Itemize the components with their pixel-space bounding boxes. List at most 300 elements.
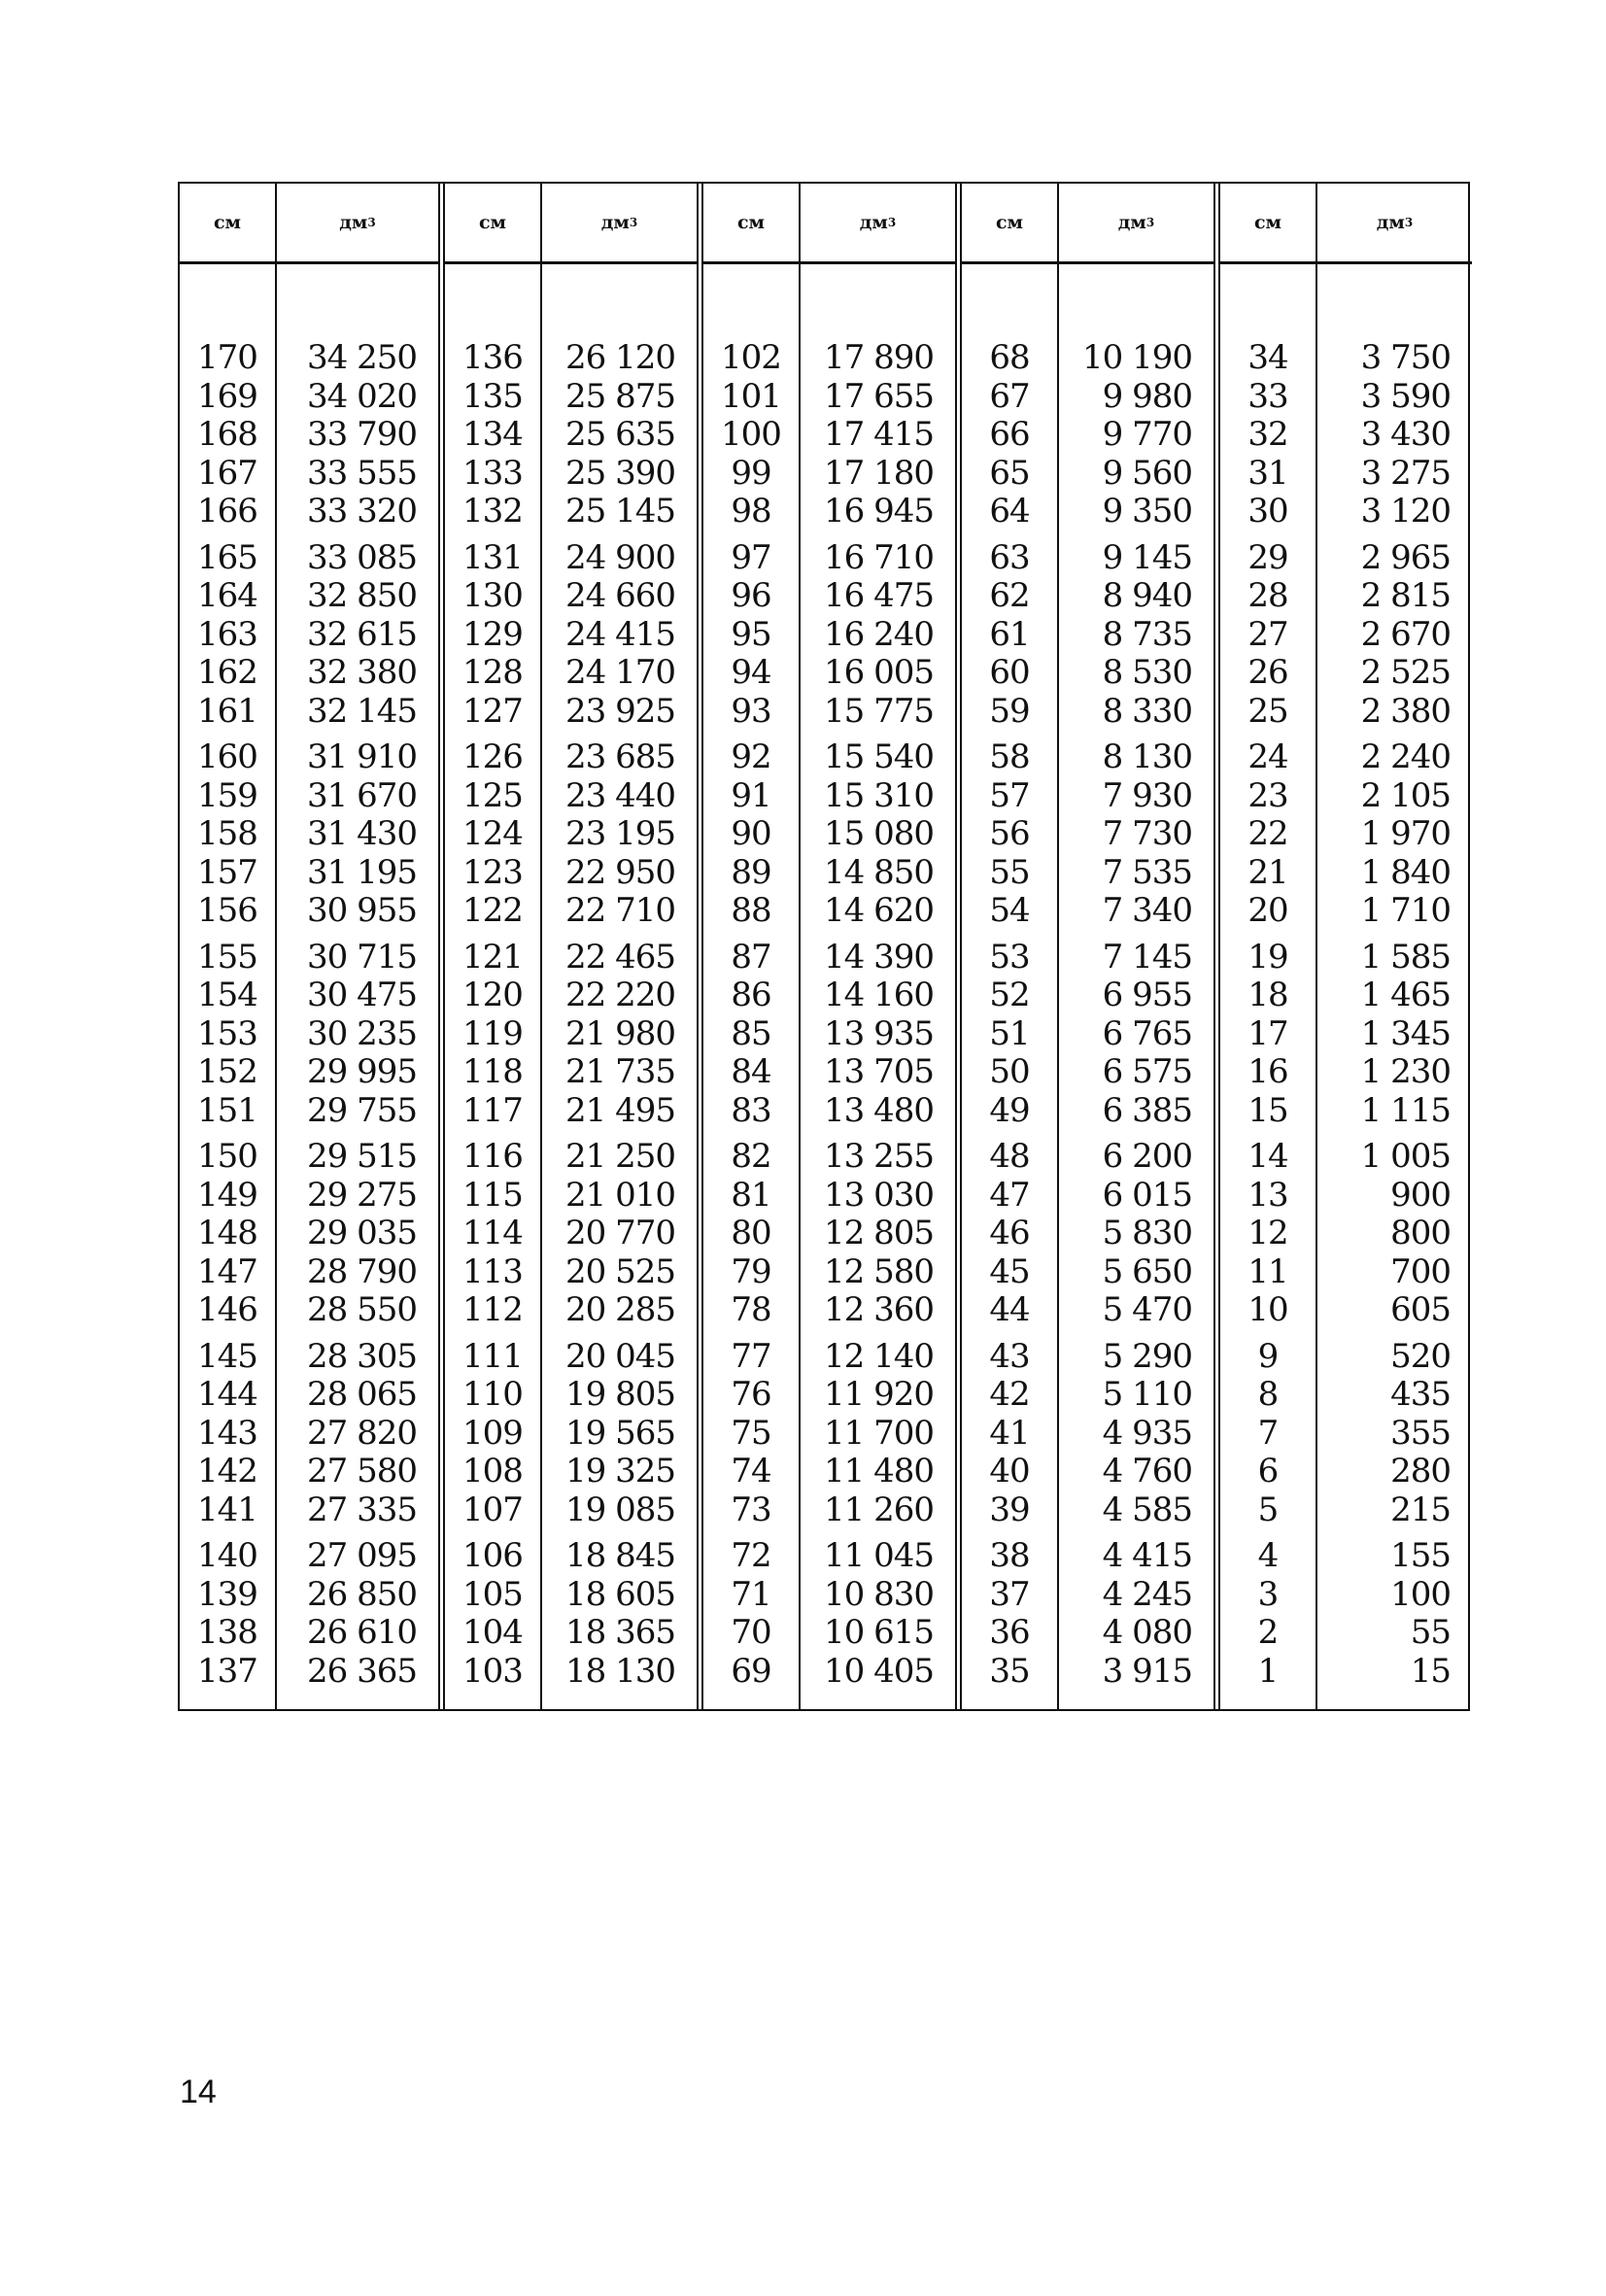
cm-cell: 51 [989, 1013, 1030, 1053]
cm-cell: 84 [731, 1052, 771, 1091]
cm-cell: 152 [197, 1052, 257, 1091]
dm-cell: 23 685 [565, 737, 675, 776]
dm-cell: 22 465 [565, 937, 675, 977]
dm-cell: 6 575 [1102, 1052, 1192, 1091]
dm-cell: 13 480 [824, 1090, 934, 1130]
dm-cell: 16 710 [824, 537, 934, 577]
cm-column-header [703, 184, 799, 264]
row-block [801, 738, 955, 931]
cm-cell: 93 [731, 691, 771, 731]
row-block [277, 738, 438, 931]
cm-cell: 92 [731, 737, 771, 776]
cm-cell: 54 [989, 891, 1030, 930]
cm-cell: 68 [989, 338, 1030, 377]
cm-cell: 144 [197, 1375, 257, 1414]
dm-cell: 1 005 [1360, 1137, 1451, 1176]
cm-cell: 129 [462, 614, 523, 654]
dm-cell: 9 980 [1102, 376, 1192, 416]
cm-cell: 115 [462, 1175, 523, 1215]
table-group-3 [697, 184, 962, 1709]
cm-cell: 153 [197, 1013, 257, 1053]
cm-cell: 38 [989, 1536, 1030, 1575]
dm-cell: 26 850 [307, 1574, 417, 1614]
cm-cell: 18 [1247, 976, 1288, 1014]
cm-cell: 102 [721, 338, 781, 377]
dm-cell: 24 415 [565, 614, 675, 654]
dm-cell: 22 950 [565, 852, 675, 892]
dm-cell: 10 190 [1082, 338, 1192, 377]
cm-cell: 99 [731, 453, 771, 493]
dm-cell: 28 065 [307, 1375, 417, 1414]
cm-cell: 120 [462, 976, 523, 1014]
row-block [542, 539, 697, 732]
cm-cell: 131 [462, 537, 523, 577]
row-block [1220, 939, 1316, 1131]
cm-cell: 140 [197, 1536, 257, 1575]
dm-cell: 9 770 [1102, 415, 1192, 454]
dm-cell: 8 330 [1102, 691, 1192, 731]
header-label: дм [1117, 212, 1146, 233]
cm-cell: 20 [1247, 891, 1288, 930]
row-block [703, 1537, 799, 1691]
row-block [542, 339, 697, 531]
cm-cell: 29 [1247, 537, 1288, 577]
dm-cell: 280 [1390, 1452, 1451, 1491]
cm-cell: 114 [462, 1214, 523, 1252]
cm-cell: 96 [731, 576, 771, 615]
dm-cell: 20 770 [565, 1214, 675, 1252]
row-block [1317, 1138, 1472, 1330]
cm-cell: 141 [197, 1490, 257, 1529]
dm-cell: 7 930 [1102, 775, 1192, 815]
cm-cell: 169 [197, 376, 257, 416]
row-block [277, 1138, 438, 1330]
dm-cell: 3 275 [1360, 453, 1451, 493]
cm-cell: 39 [989, 1490, 1030, 1529]
header-label: дм [600, 212, 630, 233]
row-block [1317, 539, 1472, 732]
dm-cell: 13 705 [824, 1052, 934, 1091]
cm-cell: 83 [731, 1090, 771, 1130]
dm-cell: 15 775 [824, 691, 934, 731]
row-block [542, 1537, 697, 1691]
dm-cell: 24 900 [565, 537, 675, 577]
row-block [180, 539, 275, 732]
dm-cell: 14 390 [824, 937, 934, 977]
row-block [180, 1138, 275, 1330]
cm-cell: 108 [462, 1452, 523, 1491]
dm-cell: 24 660 [565, 576, 675, 615]
dm-cell: 520 [1390, 1336, 1451, 1376]
row-block [962, 738, 1057, 931]
dm-cell: 13 030 [824, 1175, 934, 1215]
cm-cell: 147 [197, 1251, 257, 1291]
dm-cell: 27 580 [307, 1452, 417, 1491]
cm-cell: 82 [731, 1137, 771, 1176]
dm-cell: 11 045 [824, 1536, 934, 1575]
header-exponent: 3 [1404, 216, 1414, 229]
cm-cell: 155 [197, 937, 257, 977]
cm-cell: 101 [721, 376, 781, 416]
dm-cell: 27 820 [307, 1413, 417, 1453]
dm-cell: 19 085 [565, 1490, 675, 1529]
row-block [1220, 1537, 1316, 1691]
cm-cell: 72 [731, 1536, 771, 1575]
dm-cell: 1 585 [1360, 937, 1451, 977]
dm-cell: 25 635 [565, 415, 675, 454]
cm-cell: 67 [989, 376, 1030, 416]
cm-cell: 100 [721, 415, 781, 454]
dm-cell: 12 580 [824, 1251, 934, 1291]
dm-cell: 15 080 [824, 814, 934, 853]
cm-cell: 122 [462, 891, 523, 930]
dm-cell: 215 [1390, 1490, 1451, 1529]
dm-cell: 11 700 [824, 1413, 934, 1453]
cm-cell: 88 [731, 891, 771, 930]
dm-cell: 15 [1410, 1651, 1451, 1691]
dm-cell: 4 585 [1102, 1490, 1192, 1529]
dm-cell: 21 735 [565, 1052, 675, 1091]
row-block [703, 939, 799, 1131]
cm-cell: 116 [462, 1137, 523, 1176]
dm-cell: 13 255 [824, 1137, 934, 1176]
dm-cell: 2 240 [1360, 737, 1451, 776]
row-block [801, 339, 955, 531]
dm-cell: 1 115 [1360, 1090, 1451, 1130]
cm-cell: 59 [989, 691, 1030, 731]
row-block [542, 1138, 697, 1330]
dm-cell: 3 750 [1360, 338, 1451, 377]
dm-cell: 8 530 [1102, 653, 1192, 692]
cm-cell: 37 [989, 1574, 1030, 1614]
cm-cell: 44 [989, 1290, 1030, 1329]
dm-cell: 18 845 [565, 1536, 675, 1575]
dm-cell: 33 085 [307, 537, 417, 577]
row-block [1220, 539, 1316, 732]
cm-cell: 26 [1247, 653, 1288, 692]
cm-cell: 81 [731, 1175, 771, 1215]
cm-cell: 24 [1247, 737, 1288, 776]
cm-cell: 75 [731, 1413, 771, 1453]
cm-cell: 132 [462, 492, 523, 531]
dm-cell: 1 345 [1360, 1013, 1451, 1053]
dm-cell: 32 145 [307, 691, 417, 731]
cm-cell: 2 [1257, 1613, 1279, 1652]
dm-cell: 30 235 [307, 1013, 417, 1053]
dm-cell: 900 [1390, 1175, 1451, 1215]
dm-cell: 14 850 [824, 852, 934, 892]
row-block [1220, 1138, 1316, 1330]
cm-cell: 138 [197, 1613, 257, 1652]
dm-cell: 28 305 [307, 1336, 417, 1376]
dm-cell: 12 360 [824, 1290, 934, 1329]
dm-cell: 5 110 [1102, 1375, 1192, 1414]
dm-cell: 21 250 [565, 1137, 675, 1176]
dm-cell: 5 650 [1102, 1251, 1192, 1291]
row-block [277, 1338, 438, 1530]
dm-cell: 800 [1390, 1214, 1451, 1252]
cm-cell: 98 [731, 492, 771, 531]
cm-cell: 42 [989, 1375, 1030, 1414]
cm-cell: 60 [989, 653, 1030, 692]
dm-cell: 33 790 [307, 415, 417, 454]
row-block [542, 939, 697, 1131]
cm-cell: 31 [1247, 453, 1288, 493]
dm-cell: 4 760 [1102, 1452, 1192, 1491]
cm-cell: 133 [462, 453, 523, 493]
cm-cell: 32 [1247, 415, 1288, 454]
cm-cell: 27 [1247, 614, 1288, 654]
row-block [277, 339, 438, 531]
cm-cell: 4 [1257, 1536, 1279, 1575]
dm-cell: 30 475 [307, 976, 417, 1014]
cm-cell: 43 [989, 1336, 1030, 1376]
dm-cell: 10 405 [824, 1651, 934, 1691]
cm-cell: 61 [989, 614, 1030, 654]
cm-cell: 106 [462, 1536, 523, 1575]
cm-cell: 25 [1247, 691, 1288, 731]
row-block [277, 1537, 438, 1691]
cm-cell: 159 [197, 775, 257, 815]
cm-cell: 89 [731, 852, 771, 892]
dm-column-header [1317, 184, 1472, 264]
dm-cell: 12 140 [824, 1336, 934, 1376]
row-block [962, 1537, 1057, 1691]
dm-cell: 25 145 [565, 492, 675, 531]
dm-cell: 22 220 [565, 976, 675, 1014]
cm-cell: 66 [989, 415, 1030, 454]
row-block [180, 1537, 275, 1691]
cm-cell: 163 [197, 614, 257, 654]
cm-cell: 168 [197, 415, 257, 454]
cm-cell: 16 [1247, 1052, 1288, 1091]
cm-cell: 40 [989, 1452, 1030, 1491]
dm-cell: 25 390 [565, 453, 675, 493]
cm-cell: 46 [989, 1214, 1030, 1252]
dm-cell: 7 145 [1102, 937, 1192, 977]
dm-cell: 5 830 [1102, 1214, 1192, 1252]
dm-column [1059, 184, 1213, 1709]
header-exponent: 3 [629, 216, 638, 229]
cm-cell: 65 [989, 453, 1030, 493]
dm-cell: 1 230 [1360, 1052, 1451, 1091]
cm-cell: 136 [462, 338, 523, 377]
row-block [801, 1338, 955, 1530]
row-block [1059, 339, 1213, 531]
dm-cell: 14 620 [824, 891, 934, 930]
cm-cell: 165 [197, 537, 257, 577]
cm-cell: 11 [1247, 1251, 1288, 1291]
dm-cell: 55 [1410, 1613, 1451, 1652]
cm-cell: 126 [462, 737, 523, 776]
header-label: см [1253, 212, 1282, 233]
dm-cell: 19 325 [565, 1452, 675, 1491]
dm-cell: 6 955 [1102, 976, 1192, 1014]
row-block [703, 539, 799, 732]
row-block [277, 539, 438, 732]
row-block [801, 1537, 955, 1691]
cm-cell: 63 [989, 537, 1030, 577]
dm-cell: 355 [1390, 1413, 1451, 1453]
row-block [1220, 1338, 1316, 1530]
row-block [703, 1338, 799, 1530]
row-block [703, 1138, 799, 1330]
row-block [1059, 1138, 1213, 1330]
cm-cell: 6 [1257, 1452, 1279, 1491]
row-block [542, 1338, 697, 1530]
row-block [1059, 539, 1213, 732]
cm-cell: 80 [731, 1214, 771, 1252]
dm-cell: 7 340 [1102, 891, 1192, 930]
dm-cell: 34 020 [307, 376, 417, 416]
cm-cell: 128 [462, 653, 523, 692]
dm-cell: 18 365 [565, 1613, 675, 1652]
cm-cell: 97 [731, 537, 771, 577]
row-block [1317, 1338, 1472, 1530]
dm-cell: 26 610 [307, 1613, 417, 1652]
dm-column [542, 184, 697, 1709]
dm-cell: 8 130 [1102, 737, 1192, 776]
cm-cell: 164 [197, 576, 257, 615]
dm-cell: 2 815 [1360, 576, 1451, 615]
dm-cell: 11 920 [824, 1375, 934, 1414]
cm-cell: 85 [731, 1013, 771, 1053]
dm-cell: 3 120 [1360, 492, 1451, 531]
cm-cell: 41 [989, 1413, 1030, 1453]
dm-cell: 12 805 [824, 1214, 934, 1252]
cm-cell: 166 [197, 492, 257, 531]
dm-cell: 34 250 [307, 338, 417, 377]
dm-cell: 23 195 [565, 814, 675, 853]
row-block [445, 738, 540, 931]
cm-cell: 130 [462, 576, 523, 615]
cm-cell: 87 [731, 937, 771, 977]
dm-cell: 27 335 [307, 1490, 417, 1529]
cm-column-header [1220, 184, 1316, 264]
cm-cell: 105 [462, 1574, 523, 1614]
row-block [180, 339, 275, 531]
cm-cell: 110 [462, 1375, 523, 1414]
cm-cell: 150 [197, 1137, 257, 1176]
cm-cell: 95 [731, 614, 771, 654]
dm-cell: 21 980 [565, 1013, 675, 1053]
dm-cell: 26 365 [307, 1651, 417, 1691]
row-block [1059, 939, 1213, 1131]
dm-cell: 19 565 [565, 1413, 675, 1453]
row-block [1317, 1537, 1472, 1691]
dm-cell: 22 710 [565, 891, 675, 930]
row-block [703, 738, 799, 931]
dm-cell: 17 180 [824, 453, 934, 493]
dm-cell: 23 440 [565, 775, 675, 815]
dm-cell: 33 555 [307, 453, 417, 493]
cm-cell: 50 [989, 1052, 1030, 1091]
cm-cell: 30 [1247, 492, 1288, 531]
dm-cell: 1 970 [1360, 814, 1451, 853]
cm-cell: 14 [1247, 1137, 1288, 1176]
row-block [1059, 738, 1213, 931]
header-exponent: 3 [1145, 216, 1155, 229]
table-group-4 [955, 184, 1220, 1709]
row-block [962, 339, 1057, 531]
cm-cell: 64 [989, 492, 1030, 531]
cm-cell: 160 [197, 737, 257, 776]
dm-column [277, 184, 438, 1709]
cm-column-header [180, 184, 275, 264]
dm-cell: 19 805 [565, 1375, 675, 1414]
row-block [1317, 738, 1472, 931]
dm-cell: 7 535 [1102, 852, 1192, 892]
cm-cell: 86 [731, 976, 771, 1014]
row-block [962, 1138, 1057, 1330]
table-group-2 [438, 184, 703, 1709]
row-block [445, 1338, 540, 1530]
header-label: дм [859, 212, 888, 233]
dm-cell: 3 430 [1360, 415, 1451, 454]
cm-cell: 157 [197, 852, 257, 892]
cm-cell: 103 [462, 1651, 523, 1691]
cm-cell: 79 [731, 1251, 771, 1291]
dm-cell: 700 [1390, 1251, 1451, 1291]
cm-cell: 127 [462, 691, 523, 731]
dm-cell: 2 380 [1360, 691, 1451, 731]
dm-cell: 6 385 [1102, 1090, 1192, 1130]
dm-cell: 24 170 [565, 653, 675, 692]
cm-cell: 8 [1257, 1375, 1279, 1414]
dm-column-header [277, 184, 438, 264]
dm-cell: 435 [1390, 1375, 1451, 1414]
dm-cell: 26 120 [565, 338, 675, 377]
row-block [277, 939, 438, 1131]
cm-cell: 74 [731, 1452, 771, 1491]
dm-cell: 4 245 [1102, 1574, 1192, 1614]
cm-cell: 104 [462, 1613, 523, 1652]
dm-cell: 11 480 [824, 1452, 934, 1491]
dm-cell: 1 465 [1360, 976, 1451, 1014]
cm-cell: 137 [197, 1651, 257, 1691]
cm-cell: 13 [1247, 1175, 1288, 1215]
cm-cell: 15 [1247, 1090, 1288, 1130]
conversion-table [178, 182, 1470, 1711]
dm-cell: 31 195 [307, 852, 417, 892]
cm-cell: 22 [1247, 814, 1288, 853]
dm-cell: 4 935 [1102, 1413, 1192, 1453]
dm-cell: 9 350 [1102, 492, 1192, 531]
dm-cell: 28 790 [307, 1251, 417, 1291]
row-block [1059, 1338, 1213, 1530]
row-block [180, 939, 275, 1131]
dm-cell: 4 415 [1102, 1536, 1192, 1575]
dm-cell: 17 655 [824, 376, 934, 416]
dm-cell: 32 380 [307, 653, 417, 692]
cm-cell: 158 [197, 814, 257, 853]
cm-cell: 121 [462, 937, 523, 977]
dm-cell: 4 080 [1102, 1613, 1192, 1652]
row-block [445, 539, 540, 732]
dm-cell: 16 945 [824, 492, 934, 531]
cm-cell: 156 [197, 891, 257, 930]
dm-cell: 9 560 [1102, 453, 1192, 493]
dm-cell: 18 130 [565, 1651, 675, 1691]
cm-cell: 34 [1247, 338, 1288, 377]
dm-cell: 15 310 [824, 775, 934, 815]
cm-cell: 139 [197, 1574, 257, 1614]
dm-cell: 32 850 [307, 576, 417, 615]
row-block [1220, 738, 1316, 931]
row-block [703, 339, 799, 531]
dm-cell: 32 615 [307, 614, 417, 654]
cm-cell: 167 [197, 453, 257, 493]
